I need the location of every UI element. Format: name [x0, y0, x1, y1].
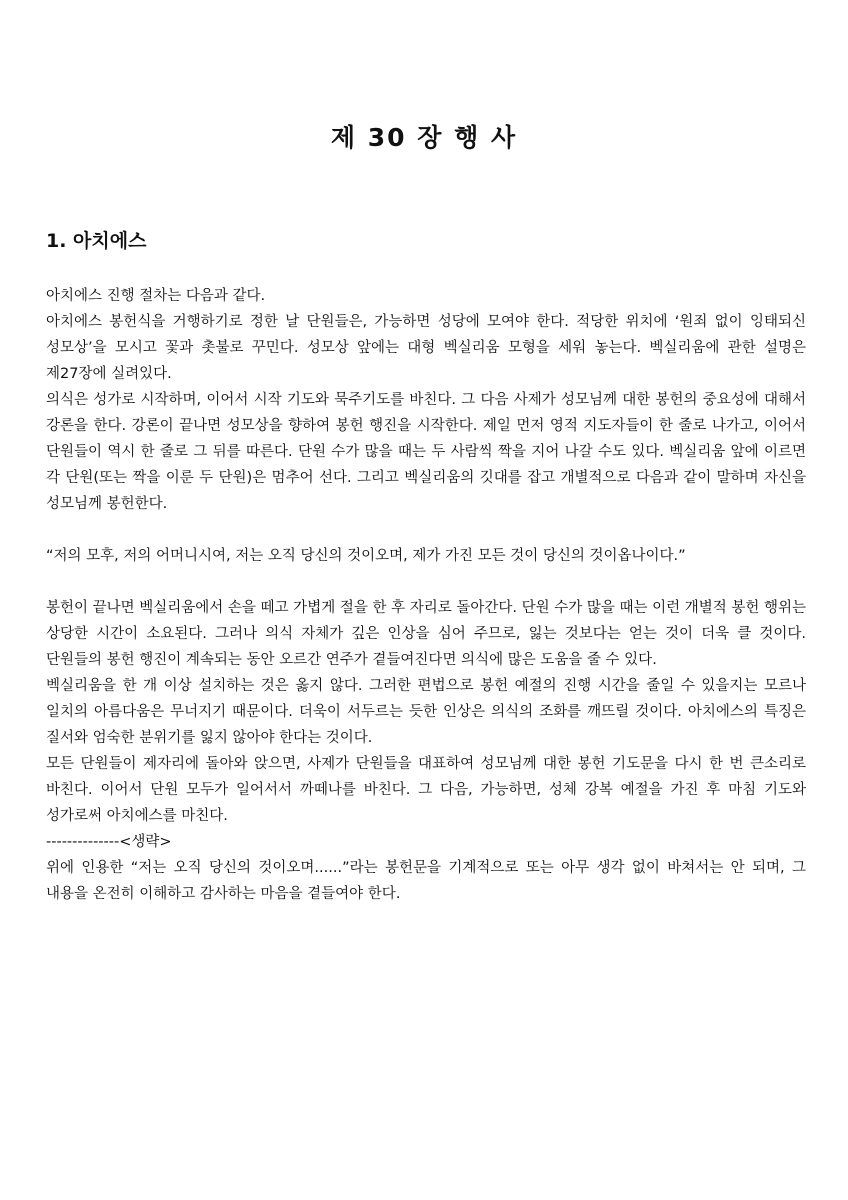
- paragraph-note: 위에 인용한 “저는 오직 당신의 것이오며......”라는 봉헌문을 기계적으로 또는 아무 생각 없이 바쳐서는 안 되며, 그 내용을 온전히 이해하고 감사하는 마음을 곁들여야 한다.: [46, 860, 806, 902]
- paragraph-intro: 아치에스 진행 절차는 다음과 같다.: [46, 288, 266, 304]
- omission-divider: --------------<생략>: [46, 834, 172, 850]
- consecration-prayer-quote: “저의 모후, 저의 어머니시여, 저는 오직 당신의 것이오며, 제가 가진 모든 것이 당신의 것이옵나이다.”: [46, 548, 686, 564]
- paragraph-after-consecration: 봉헌이 끝나면 벡실리움에서 손을 떼고 가볍게 절을 한 후 자리로 돌아간다. 단원 수가 많을 때는 이런 개별적 봉헌 행위는 상당한 시간이 소요된다. 그러나 의식 자체가 깊은 인상을 심어 주므로, 잃는 것보다는 얻는 것이 더욱 클 것이다. 단원들의 봉헌 행진이 계속되는 동안 오르간 연주가 곁들여진다면 의식에 많은 도움을 줄 수 있다.: [46, 600, 806, 668]
- document-body: [46, 283, 806, 907]
- section-heading: 1. 아치에스: [46, 230, 147, 252]
- paragraph-preparation: 아치에스 봉헌식을 거행하기로 정한 날 단원들은, 가능하면 성당에 모여야 한다. 적당한 위치에 ‘원죄 없이 잉태되신 성모상’을 모시고 꽃과 촛불로 꾸민다. 성모상 앞에는 대형 벡실리움 모형을 세워 놓는다. 벡실리움에 관한 설명은 제27장에 실려있다.: [46, 314, 806, 382]
- paragraph-ceremony: 의식은 성가로 시작하며, 이어서 시작 기도와 묵주기도를 바친다. 그 다음 사제가 성모님께 대한 봉헌의 중요성에 대해서 강론을 한다. 강론이 끝나면 성모상을 향하여 봉헌 행진을 시작한다. 제일 먼저 영적 지도자들이 한 줄로 나가고, 이어서 단원들이 역시 한 줄로 그 뒤를 따른다. 단원 수가 많을 때는 두 사람씩 짝을 지어 나갈 수도 있다. 벡실리움 앞에 이르면 각 단원(또는 짝을 이룬 두 단원)은 멈추어 선다. 그리고 벡실리움의 깃대를 잡고 개별적으로 다음과 같이 말하며 자신을 성모님께 봉헌한다.: [46, 392, 806, 512]
- paragraph-vexillum-rule: 벡실리움을 한 개 이상 설치하는 것은 옳지 않다. 그러한 편법으로 봉헌 예절의 진행 시간을 줄일 수 있을지는 모르나 일치의 아름다움은 무너지기 때문이다. 더욱이 서두르는 듯한 인상은 의식의 조화를 깨뜨릴 것이다. 아치에스의 특징은 질서와 엄숙한 분위기를 잃지 않아야 한다는 것이다.: [46, 678, 806, 746]
- paragraph-closing: 모든 단원들이 제자리에 돌아와 앉으면, 사제가 단원들을 대표하여 성모님께 대한 봉헌 기도문을 다시 한 번 큰소리로 바친다. 이어서 단원 모두가 일어서서 까떼나를 바친다. 그 다음, 가능하면, 성체 강복 예절을 가진 후 마침 기도와 성가로써 아치에스를 마친다.: [46, 756, 806, 824]
- chapter-title: 제 30 장 행 사: [330, 123, 518, 152]
